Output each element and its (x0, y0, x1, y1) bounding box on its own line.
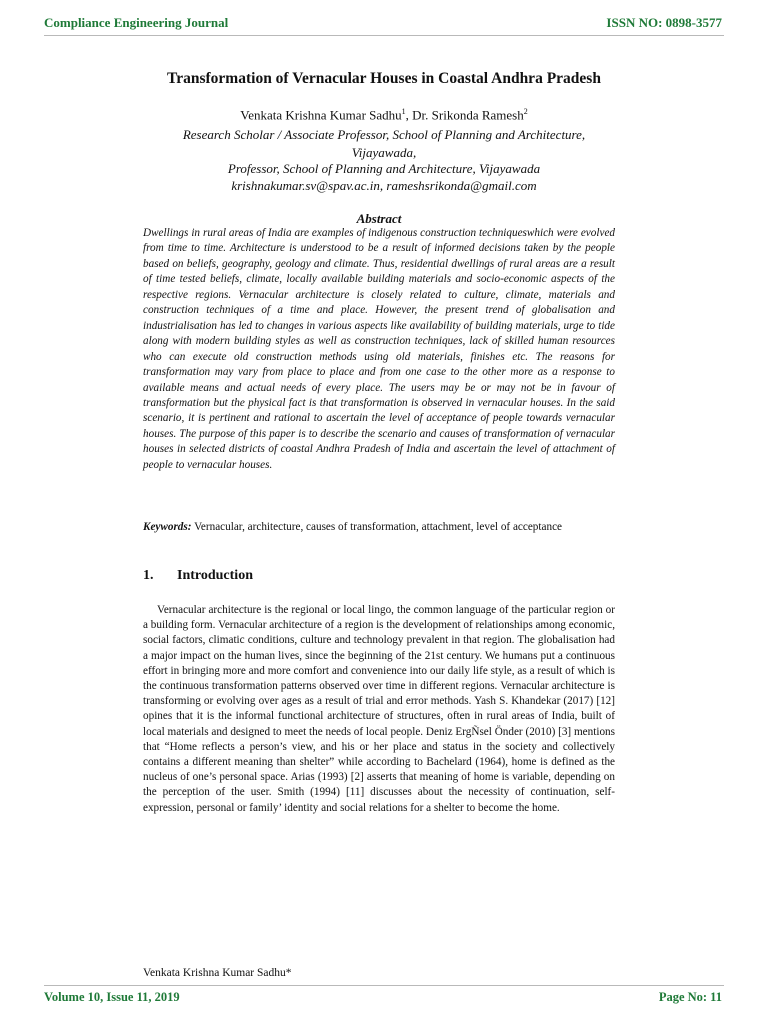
author-1: Venkata Krishna Kumar Sadhu (240, 107, 402, 123)
section-heading (143, 568, 253, 584)
journal-name: Compliance Engineering Journal (44, 15, 229, 30)
introduction-paragraph: Vernacular architecture is the regional or local lingo, the common language of the particular region or a building form. Vernacular architecture of a region is the development of relationships among economic, social factors, climatic conditions, culture and technology prevalent in that region. The globalisation had a major impact on the human lives, since the beginning of the 21st century. We humans put a continuous effort in bringing more and more comfort and convenience into our daily life style, as a result of which is the continuous transformation patterns observed over time in different regions. Vernacular architecture is transforming or evolving over ages as a result of trial and error methods. Yash S. Khandekar (2017) [12] opines that it is the informal functional architecture of structures, often in rural areas of India, built of local materials and designed to meet the needs of local people. Deniz ErgÑsel Önder (2010) [3] mentions that “Home reflects a person’s view, and his or her place and status in the society and collectively contains a different meaning than shelter” while according to Bachelard (1964), home is defined as the nucleus of one’s personal space. Arias (1993) [2] asserts that meaning of home is variable, depending on the perception of the user. Smith (1994) [11] discusses about the necessity of continuation, self-expression, personal or family’ identity and social relations for a shelter to become the home. (143, 604, 615, 814)
footer-divider (44, 985, 724, 986)
keywords-text: Vernacular, architecture, causes of transformation, attachment, level of acceptance (191, 521, 563, 533)
author-2-affiliation-mark: 2 (523, 107, 528, 116)
affiliation-1: Research Scholar / Associate Professor, School of Planning and Architecture, Vijayawada, (182, 127, 586, 160)
affiliation-2: Professor, School of Planning and Architecture, Vijayawada (227, 161, 541, 176)
keywords-label: Keywords: (143, 521, 192, 533)
section-title: Introduction (177, 568, 253, 583)
keywords (143, 519, 615, 535)
header-divider (44, 35, 724, 36)
paper-title: Transformation of Vernacular Houses in Coastal Andhra Pradesh (167, 70, 601, 87)
section-number: 1. (143, 568, 154, 583)
volume-issue: Volume 10, Issue 11, 2019 (44, 990, 180, 1004)
author-1-affiliation-mark: 1 (401, 107, 406, 116)
abstract-heading: Abstract (356, 211, 402, 226)
author-2: , Dr. Srikonda Ramesh (405, 107, 524, 123)
issn-number: ISSN NO: 0898-3577 (606, 15, 722, 30)
page-number: Page No: 11 (658, 990, 722, 1004)
author-emails: krishnakumar.sv@spav.ac.in, rameshsrikonda@gmail.com (231, 178, 537, 193)
author-line (150, 107, 618, 123)
abstract-text: Dwellings in rural areas of India are examples of indigenous construction techniqueswhich were evolved from time to time. Architecture is understood to be a result of informed decisions taken by the people based on beliefs, geography, geology and climate. Thus, residential dwellings of rural areas are a result of time tested beliefs, climate, locally available building materials and socio-economic aspects of the respective regions. Vernacular architecture is closely related to culture, climate, materials and construction techniques of a time and place. However, the present trend of globalisation and industrialisation has led to changes in various aspects like availability of building materials, urge to tide along with modern building styles as well as construction techniques, lack of skilled human resources who can execute old construction methods using old materials, finishes etc. The reasons for transformation may vary from place to place and from one case to the other more as a response to available means and actual needs of every place. The users may be or may not be in favour of transformation but the physical fact is that transformation is observed in vernacular houses. In the said scenario, it is pertinent and rational to ascertain the level of acceptance of people towards vernacular houses. The purpose of this paper is to describe the scenario and causes of transformation of vernacular houses in selected districts of coastal Andhra Pradesh of India and ascertain the level of attachment of people to vernacular houses. (143, 227, 615, 471)
corresponding-author: Venkata Krishna Kumar Sadhu* (143, 967, 292, 979)
